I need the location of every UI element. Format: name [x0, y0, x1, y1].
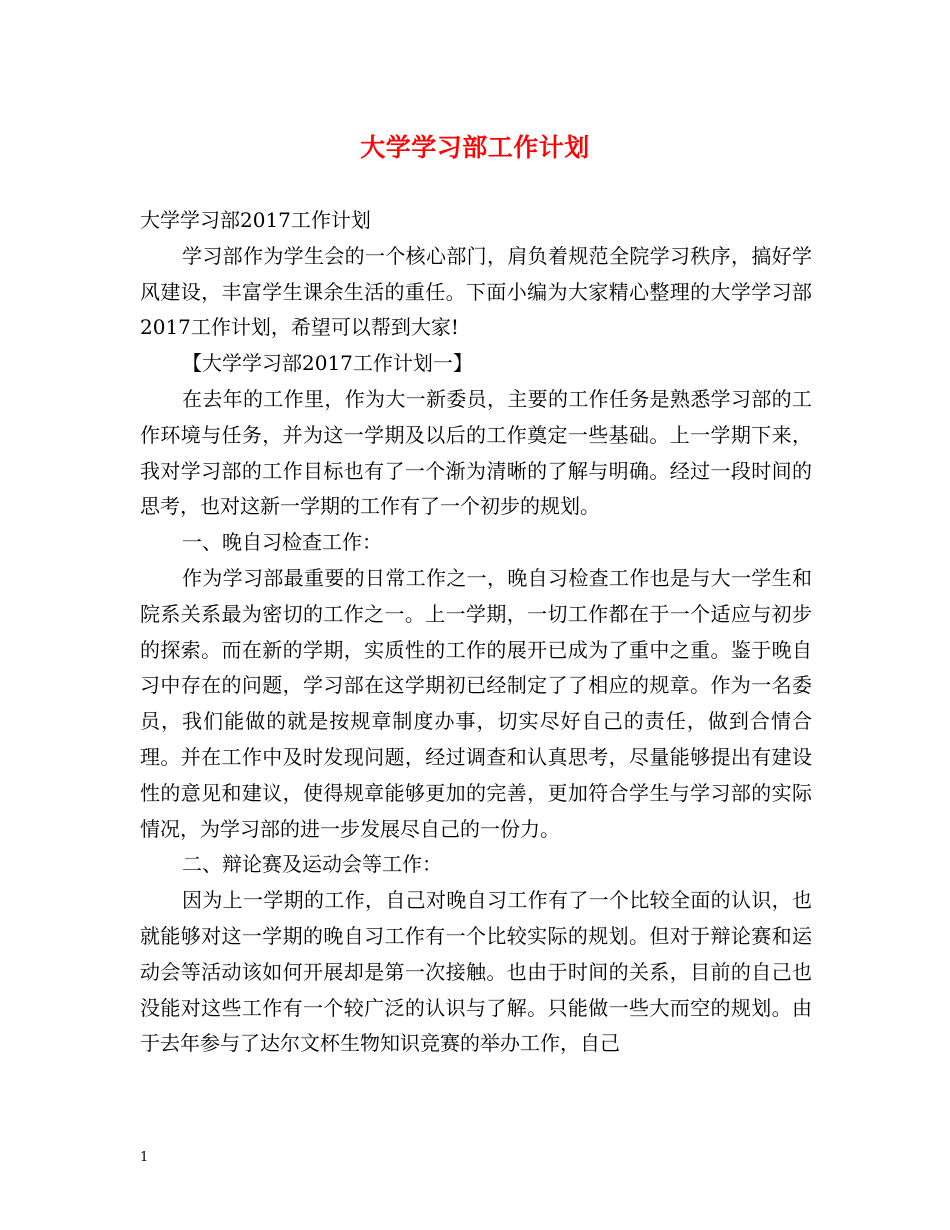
body-paragraph: 因为上一学期的工作，自己对晚自习工作有了一个比较全面的认识，也就能够对这一学期的晚自习工作有一个比较实际的规划。但对于辩论赛和运动会等活动该如何开展却是第一次接触。也由于时间的关系，目前的自己也没能对这些工作有一个较广泛的认识与了解。只能做一些大而空的规划。由于去年参与了达尔文杯生物知识竞赛的举办工作，自己 — [140, 888, 812, 1056]
section-heading-debate-sports: 二、辩论赛及运动会等工作： — [182, 852, 442, 877]
page-number: 1 — [140, 1150, 149, 1165]
section-heading-plan-one: 【大学学习部2017工作计划一】 — [182, 351, 473, 376]
body-paragraph: 在去年的工作里，作为大一新委员，主要的工作任务是熟悉学习部的工作环境与任务，并为这一学期及以后的工作奠定一些基础。上一学期下来，我对学习部的工作目标也有了一个渐为清晰的了解与明确。经过一段时间的思考，也对这新一学期的工作有了一个初步的规划。 — [140, 386, 812, 519]
body-paragraph: 作为学习部最重要的日常工作之一，晚自习检查工作也是与大一学生和院系关系最为密切的工作之一。上一学期，一切工作都在于一个适应与初步的探索。而在新的学期，实质性的工作的展开已成为了重中之重。鉴于晚自习中存在的问题，学习部在这学期初已经制定了了相应的规章。作为一名委员，我们能做的就是按规章制度办事，切实尽好自己的责任，做到合情合理。并在工作中及时发现问题，经过调查和认真思考，尽量能够提出有建设性的意见和建议，使得规章能够更加的完善，更加符合学生与学习部的实际情况，为学习部的进一步发展尽自己的一份力。 — [140, 565, 812, 841]
subtitle-line: 大学学习部2017工作计划 — [140, 208, 371, 232]
document-body — [140, 203, 812, 1062]
document-title: 大学学习部工作计划 — [360, 133, 590, 162]
intro-paragraph: 学习部作为学生会的一个核心部门，肩负着规范全院学习秩序，搞好学风建设，丰富学生课余生活的重任。下面小编为大家精心整理的大学学习部2017工作计划，希望可以帮到大家! — [140, 243, 812, 340]
section-heading-evening-study: 一、晚自习检查工作： — [182, 530, 382, 555]
